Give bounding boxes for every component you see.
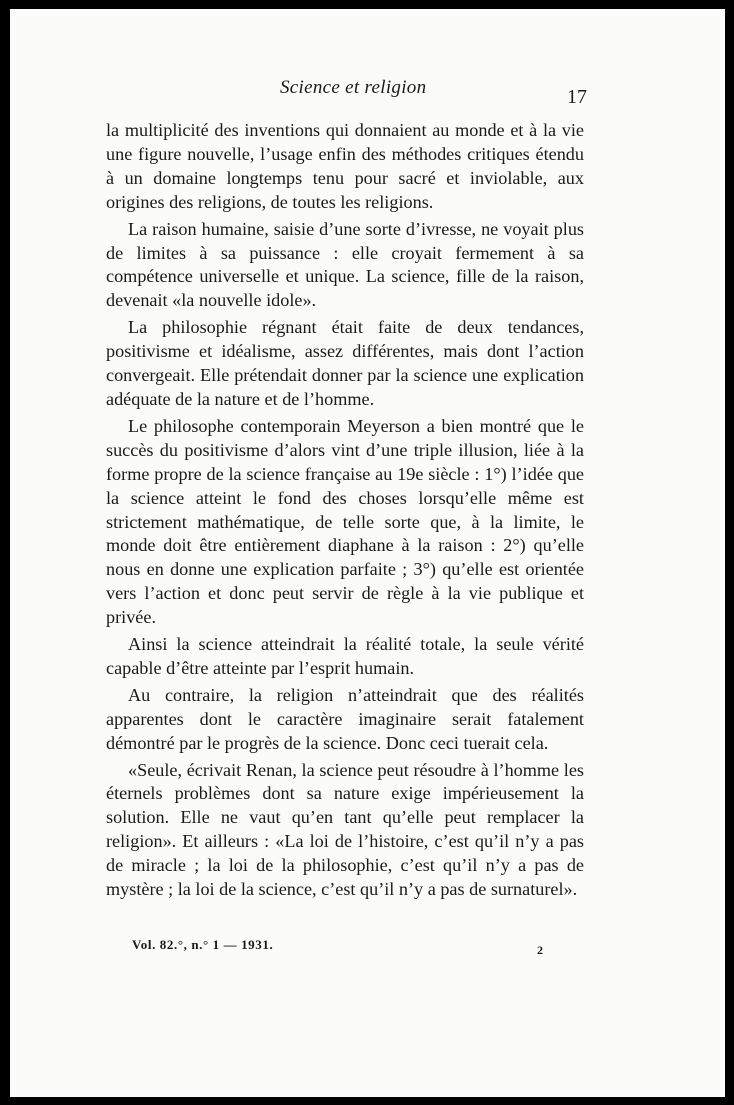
- book-page: [10, 9, 725, 1097]
- running-header-title: Science et religion: [280, 77, 427, 98]
- paragraph: la multiplicité des inventions qui donnaient au monde et à la vie une figure nouvelle, l’usage enfin des méthodes critiques étendu à un domaine longtemps tenu pour sacré et inviolable, aux origines des religions, de toutes les religions.: [106, 120, 584, 212]
- volume-reference: Vol. 82.°, n.° 1 — 1931.: [132, 937, 274, 952]
- page-number: 17: [567, 86, 587, 108]
- body-text: [106, 119, 584, 902]
- paragraph: La raison humaine, saisie d’une sorte d’ivresse, ne voyait plus de limites à sa puissance : elle croyait fermement à sa compétence universelle et unique. La science, fille de la raison, devenait «la nouvelle idole».: [106, 218, 584, 311]
- paragraph: Le philosophe contemporain Meyerson a bien montré que le succès du positivisme d’alors vint d’une triple illusion, liée à la forme propre de la science française au 19e siècle : 1°) l’idée que la science atteint le fond des choses lorsqu’elle même est strictement mathématique, de telle sorte que, à la limite, le monde doit être entièrement diaphane à la raison : 2°) qu’elle nous en donne une explication parfaite ; 3°) qu’elle est orientée vers l’action et donc peut servir de règle à la vie publique et privée.: [106, 415, 584, 628]
- paragraph: Ainsi la science atteindrait la réalité totale, la seule vérité capable d’être atteinte par l’esprit humain.: [106, 634, 584, 678]
- paragraph: Au contraire, la religion n’atteindrait que des réalités apparentes dont le caractère imaginaire serait fatalement démontré par le progrès de la science. Donc ceci tuerait cela.: [106, 684, 584, 753]
- signature-mark: 2: [537, 943, 543, 957]
- paragraph: «Seule, écrivait Renan, la science peut résoudre à l’homme les éternels problèmes dont sa nature exige impérieusement la solution. Elle ne vaut qu’en tant qu’elle peut remplacer la religion». Et ailleurs : «La loi de l’histoire, c’est qu’il n’y a pas de miracle ; la loi de la philosophie, c’est qu’il n’y a pas de mystère ; la loi de la science, c’est qu’il n’y a pas de surnaturel».: [106, 759, 584, 900]
- paragraph: La philosophie régnant était faite de deux tendances, positivisme et idéalisme, assez différentes, mais dont l’action convergeait. Elle prétendait donner par la science une explication adéquate de la nature et de l’homme.: [106, 317, 584, 409]
